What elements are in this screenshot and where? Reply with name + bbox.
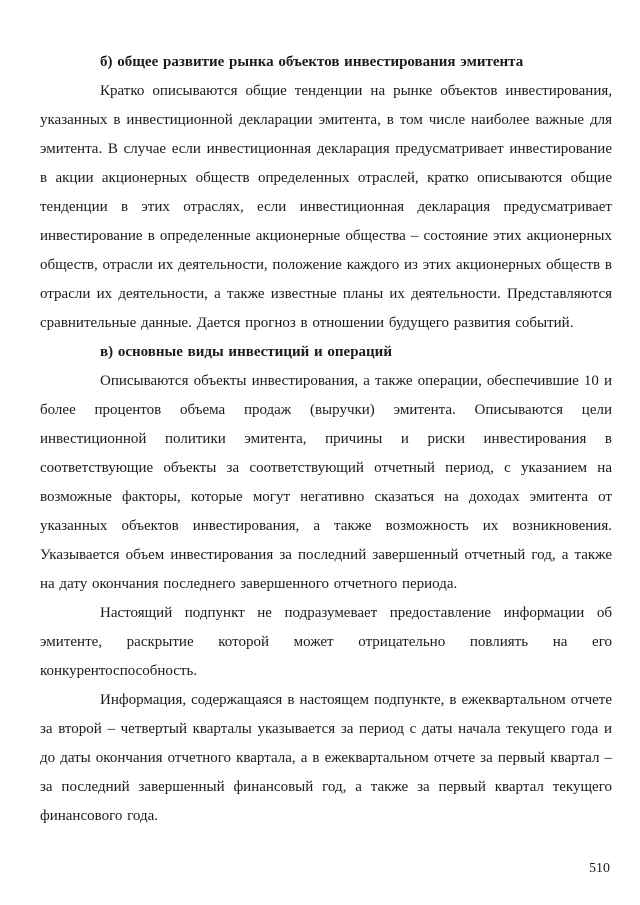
text-block [40,48,612,831]
page-number: 510 [589,861,610,876]
paragraph-investment-types: Описываются объекты инвестирования, а также операции, обеспечившие 10 и более процентов объема продаж (выручки) эмитента. Описываются цели инвестиционной политики эмитента, причины и риски инвестирования в соответствующие объекты за соответствующий отчетный период, с указанием на возможные факторы, которые могут негативно сказаться на доходах эмитента от указанных объектов инвестирования, а также возможность их возникновения. Указывается объем инвестирования за последний завершенный отчетный год, а также на дату окончания последнего завершенного отчетного периода. [40,373,612,592]
paragraph-quarterly-report-periods: Информация, содержащаяся в настоящем подпункте, в ежеквартальном отчете за второй – четвертый кварталы указывается за период с даты начала текущего года и до даты окончания отчетного квартала, а в ежеквартальном отчете за первый квартал – за последний завершенный финансовый год, а также за первый квартал текущего финансового года. [40,692,612,824]
paragraph-market-overview: Кратко описываются общие тенденции на рынке объектов инвестирования, указанных в инвестиционной декларации эмитента, в том числе наиболее важные для эмитента. В случае если инвестиционная декларация предусматривает инвестирование в акции акционерных обществ определенных отраслей, кратко описываются общие тенденции в этих отраслях, если инвестиционная декларация предусматривает инвестирование в определенные акционерные общества – состояние этих акционерных обществ, отрасли их деятельности, положение каждого из этих акционерных обществ в отрасли их деятельности, а также известные планы их деятельности. Представляются сравнительные данные. Дается прогноз в отношении будущего развития событий. [40,83,612,331]
section-heading-b: б) общее развитие рынка объектов инвестирования эмитента [100,54,524,70]
section-heading-v: в) основные виды инвестиций и операций [100,344,392,360]
paragraph-competitiveness-note: Настоящий подпункт не подразумевает предоставление информации об эмитенте, раскрытие которой может отрицательно повлиять на его конкурентоспособность. [40,605,612,679]
